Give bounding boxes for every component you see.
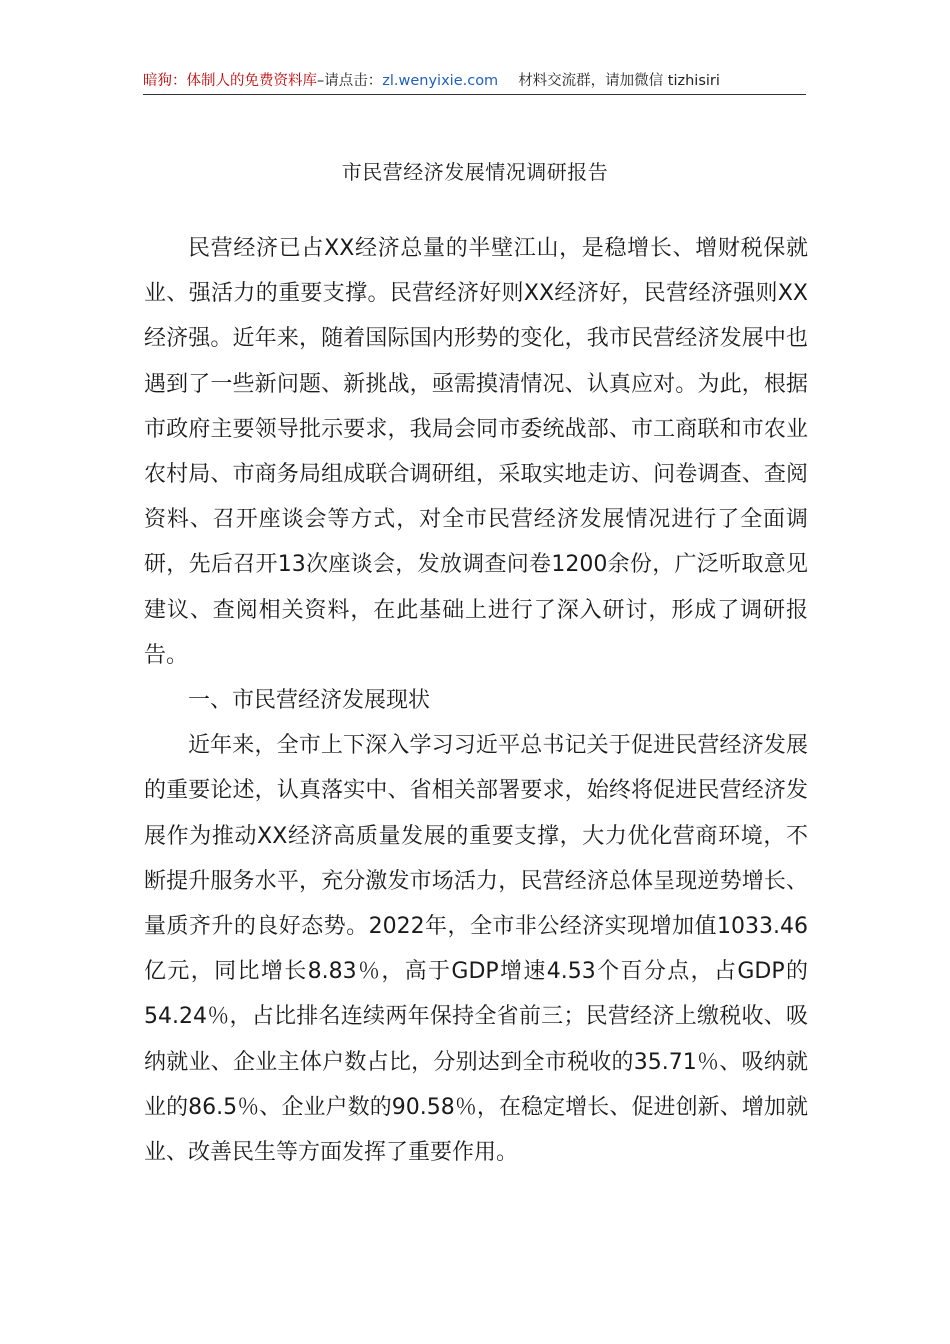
watermark-header (143, 68, 806, 95)
header-click-text: –请点击： (317, 73, 383, 89)
intro-paragraph: 民营经济已占XX经济总量的半壁江山，是稳增长、增财税保就业、强活力的重要支撑。民营经济好则XX经济好，民营经济强则XX经济强。近年来，随着国际国内形势的变化，我市民营经济发展中也遇到了一些新问题、新挑战，亟需摸清情况、认真应对。为此，根据市政府主要领导批示要求，我局会同市委统战部、市工商联和市农业农村局、市商务局组成联合调研组，采取实地走访、问卷调查、查阅资料、召开座谈会等方式，对全市民营经济发展情况进行了全面调研，先后召开13次座谈会，发放调查问卷1200余份，广泛听取意见建议、查阅相关资料，在此基础上进行了深入研讨，形成了调研报告。 (144, 236, 808, 668)
document-title: 市民营经济发展情况调研报告 (341, 160, 609, 184)
header-group-text: 材料交流群，请加微信 tizhisiri (518, 73, 720, 89)
document-body (144, 226, 808, 1175)
section-heading: 一、市民营经济发展现状 (188, 688, 431, 714)
header-brand: 暗狗：体制人的免费资料库 (143, 73, 317, 89)
header-url-link[interactable]: zl.wenyixie.com (382, 73, 499, 89)
status-paragraph: 近年来，全市上下深入学习习近平总书记关于促进民营经济发展的重要论述，认真落实中、省相关部署要求，始终将促进民营经济发展作为推动XX经济高质量发展的重要支撑，大力优化营商环境，不断提升服务水平，充分激发市场活力，民营经济总体呈现逆势增长、量质齐升的良好态势。2022年，全市非公经济实现增加值1033.46亿元，同比增长8.83％，高于GDP增速4.53个百分点，占GDP的54.24％，占比排名连续两年保持全省前三；民营经济上缴税收、吸纳就业、企业主体户数占比，分别达到全市税收的35.71％、吸纳就业的86.5％、企业户数的90.58％，在稳定增长、促进创新、增加就业、改善民生等方面发挥了重要作用。 (144, 733, 808, 1166)
